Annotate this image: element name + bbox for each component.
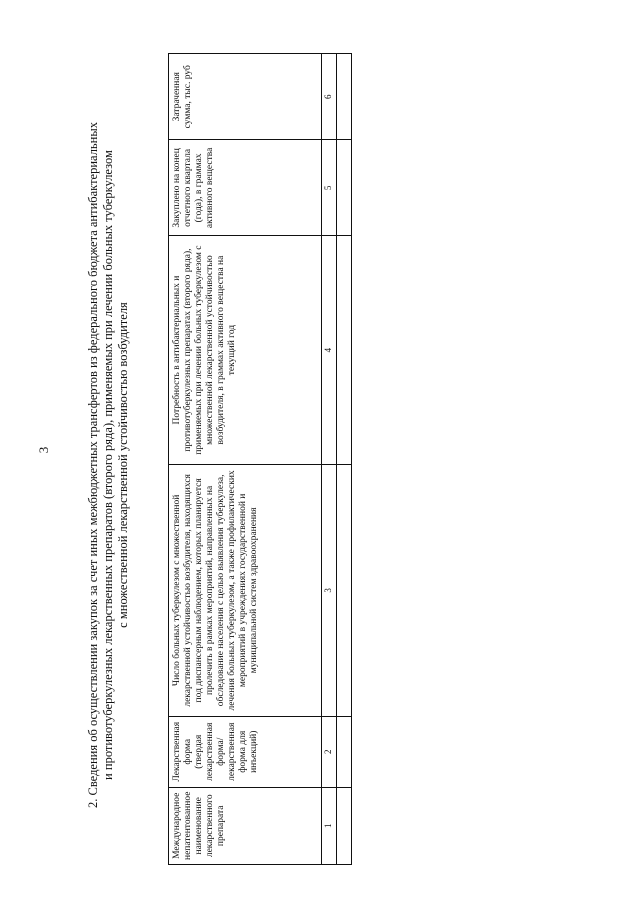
empty-data-row [337,54,352,865]
empty-cell [337,787,352,864]
empty-cell [337,140,352,236]
empty-cell [337,54,352,141]
heading-line-2: и противотуберкулезных лекарственных препаратов (второго ряда), применяемых при лечении больных туберкулезом [101,150,115,780]
header-cell-patient-count: Число больных туберкулезом с множественной лекарственной устойчивостью возбудителя, находящихся под диспансерным наблюдением, которых планируется пролечить в рамках мероприятий, направленных на обследование населения с целью выявления туберкулеза, лечения больных туберкулезом, а также профилактических мероприятий в учреждениях государственной и муниципальной систем здравоохранения [169,464,322,716]
column-number: 3 [322,464,337,716]
table-header-row [169,54,322,865]
header-cell-purchased: Закуплено на конец отчетного квартала (года), в граммах активного вещества [169,140,322,236]
heading-line-3: с множественной лекарственной устойчивостью возбудителя [116,302,130,628]
report-heading [86,85,131,845]
procurement-table [168,53,352,865]
empty-cell [337,464,352,716]
header-cell-dosage-form: Лекарственная форма (твердая лекарственная форма/ лекарственная форма для инъекций) [169,716,322,787]
header-cell-amount-spent: Затраченная сумма, тыс. руб [169,54,322,141]
column-number: 4 [322,236,337,465]
empty-cell [337,716,352,787]
heading-line-1: 2. Сведения об осуществлении закупок за счет иных межбюджетных трансфертов из федерального бюджета антибактериальных [86,122,100,808]
header-cell-requirement: Потребность в антибактериальных и противотуберкулезных препаратах (второго ряда), применяемых при лечении больных туберкулезом с множественной лекарственной устойчивостью возбудителя, в граммах активного вещества на текущий год [169,236,322,465]
header-cell-drug-name: Международное непатентованное наименование лекарственного препарата [169,787,322,864]
page-number: 3 [36,446,51,454]
empty-cell [337,236,352,465]
column-number-row [322,54,337,865]
column-number: 5 [322,140,337,236]
column-number: 2 [322,716,337,787]
column-number: 6 [322,54,337,141]
column-number: 1 [322,787,337,864]
